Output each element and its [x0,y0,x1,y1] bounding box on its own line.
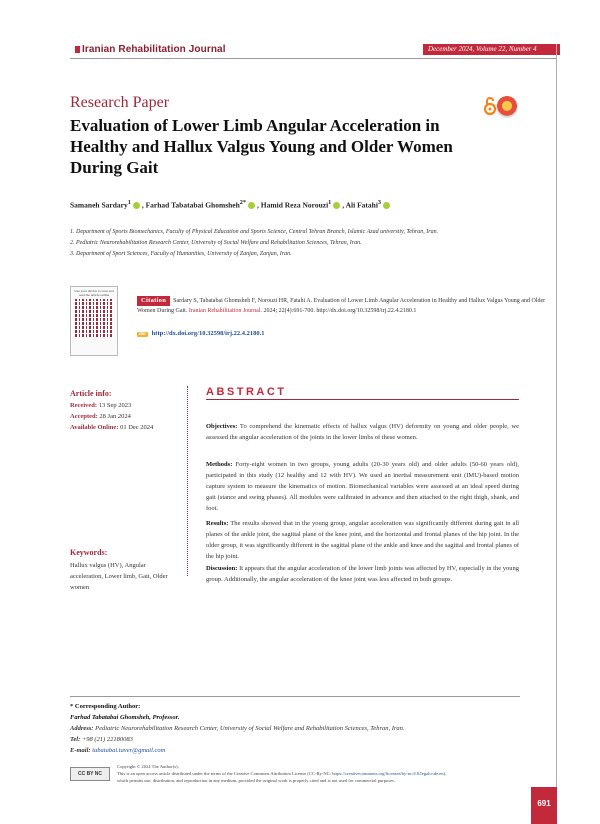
author-sup: 1 [127,199,131,206]
orcid-icon[interactable] [248,202,255,209]
discussion-label: Discussion: [206,565,238,572]
corresponding-author [70,701,405,756]
received-label: Received: [70,402,98,409]
page-edge-rule [556,44,557,824]
copyright-line: Copyright © 2024 The Author(s); [117,764,179,769]
tel-label: Tel: [70,736,81,743]
license-line: This is an open access article distributed under the terms of the Creative Commons Attribution License (CC-By-NC: [117,771,332,776]
license-line-end: ), [443,771,447,776]
email-link[interactable]: tabatabai.taver@gmail.com [92,747,166,754]
author-sup: 1 [328,199,332,206]
citation-tail: 2024; 22(4):691-700. http://dx.doi.org/10.32598/irj.22.4.2180.1 [263,308,417,314]
abstract-objectives [206,421,519,443]
sidebar-divider [187,386,188,576]
license-terms: which permits use, distribution, and reproduction in any medium, provided the original work is properly cited and is not used for commercial purposes. [117,778,396,783]
citation-text: Sardary S, Tabatabai Ghomsheh F, Norouzi HR, Fatahi A. Evaluation of Lower Limb Angular Acceleration in Healthy and Hallux Valgus Young and Older Women During Gait. [137,298,546,314]
author-name[interactable]: Ali Fatahi [345,200,378,210]
orcid-icon[interactable] [383,202,390,209]
header-rule [70,58,556,59]
qr-caption: Use your device to scan and read the article online [74,289,114,297]
doi-icon: doi [139,332,146,337]
corresponding-name: Farhad Tabatabai Ghomsheh, Professor. [70,714,180,721]
doi-link[interactable]: http://dx.doi.org/10.32598/irj.22.4.2180.1 [151,330,265,337]
abstract-results [206,518,519,562]
journal-logo-mark [75,46,80,53]
qr-code-icon[interactable] [75,299,113,337]
affiliations [70,227,550,260]
affiliation: 3. Department of Sport Sciences, Faculty of Humanities, University of Zanjan, Zanjan, Iran. [70,251,292,257]
author-name[interactable]: Farhad Tabatabai Ghomsheh [145,200,240,210]
online-date: 01 Dec 2024 [120,424,154,431]
author-name[interactable]: Samaneh Sardary [70,200,128,210]
paper-title: Evaluation of Lower Limb Angular Acceleration in Healthy and Hallux Valgus Young and Older Women During Gait [70,116,453,177]
doi-line [137,330,265,337]
affiliation: 1. Department of Sports Biomechanics, Faculty of Physical Education and Sports Science, Central Tehran Branch, Islamic Azad university, Tehran, Iran. [70,229,439,235]
received-date: 13 Sep 2023 [98,402,132,409]
objectives-text: To comprehend the kinematic effects of hallux valgus (HV) deformity on young and older people, we assessed the angular acceleration of the joints in the lower limbs of these women. [206,423,519,441]
article-info [70,400,153,433]
qr-panel[interactable] [70,286,118,356]
address-label: Address: [70,725,94,732]
abstract-discussion [206,563,519,585]
results-text: The results showed that in the young group, angular acceleration was significantly different during gait in all planes of the ankle joint, the sagittal plane of the knee joint, and the horizontal and frontal planes of the hip joint. In the older group, it was significantly different in the sagittal plane of the ankle and knee and the sagittal and frontal planes of the hip joint. [206,520,519,560]
discussion-text: It appears that the angular acceleration of the lower limb joints was affected by HV, especially in the young group. Additionally, the angular acceleration of the knee joint was less affected in both groups. [206,565,519,583]
citation-journal: Iranian Rehabilitation Journal. [188,308,262,314]
cc-license-icon[interactable]: CC BY NC [70,767,110,781]
abstract-rule [206,399,519,400]
citation [137,296,551,316]
accepted-date: 28 Jan 2024 [99,413,131,420]
abstract-methods [206,459,519,514]
article-info-heading: Article info: [70,389,112,398]
journal-name [75,44,226,55]
orcid-icon[interactable] [333,202,340,209]
methods-label: Methods: [206,461,233,468]
citation-label: Citation [137,296,170,306]
keywords-text: Hallux valgus (HV), Angular acceleration, Lower limb, Gait, Older women [70,562,168,591]
author-sup: 3 [377,199,382,206]
author-sup: 2* [239,199,247,206]
article-type: Research Paper [70,94,170,111]
journal-name-text: Iranian Rehabilitation Journal [82,44,226,55]
tel-text: +98 (21) 22180083 [81,736,133,743]
author-list: Samaneh Sardary$^1$ , Farhad Tabatabai Ghomsheh$^{2*}$ , Hamid Reza Norouzi$^1$ , Ali Fatahi$^3$ [70,199,490,210]
orcid-icon[interactable] [133,202,140,209]
accepted-label: Accepted: [70,413,98,420]
keywords-heading: Keywords: [70,548,108,557]
crossmark-icon[interactable] [496,96,518,118]
affiliation: 2. Pediatric Neurorehabilitation Research Center, University of Social Welfare and Rehabilitation Sciences, Tehran, Iran. [70,240,362,246]
email-label: E-mail: [70,747,91,754]
results-label: Results: [206,520,229,527]
abstract-heading: ABSTRACT [206,386,287,398]
address-text: Pediatric Neurorehabilitation Research Center, University of Social Welfare and Rehabilitation Sciences, Tehran, Iran. [95,725,405,732]
methods-text: Forty-eight women in two groups, young adults (20-30 years old) and older adults (50-60 years old), participated in this study (12 healthy and 12 with HV). We used an inertial measurement unit (IMU)-based motion capture system to measure the kinematics of motion. Biomechanical variables were assessed at an ideal speed during gait (stance and swing phases). All modules were calibrated in advance and then attached to the right thigh, shank, and foot. [206,461,520,512]
online-label: Available Online: [70,424,119,431]
page-number: 691 [531,787,557,824]
corresponding-heading: * Corresponding Author: [70,703,141,710]
footer-rule [70,696,520,697]
issue-info: December 2024, Volume 22, Number 4 [423,44,560,55]
author-name[interactable]: Hamid Reza Norouzi [260,200,329,210]
objectives-label: Objectives: [206,423,238,430]
license-link[interactable]: https://creativecommons.org/licenses/by-nc/4.0/legalcode.en [332,771,444,776]
license-text [117,763,517,784]
